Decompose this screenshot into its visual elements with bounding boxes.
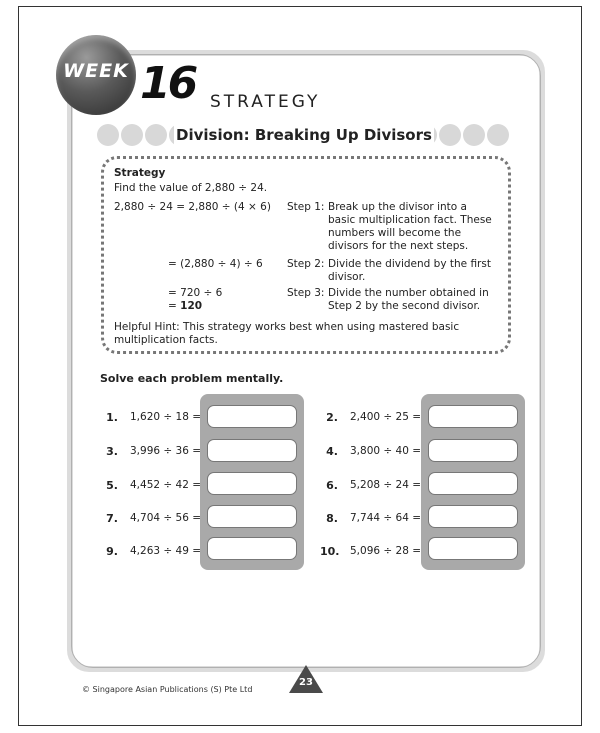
answer-box[interactable] bbox=[428, 439, 518, 462]
step-1-line: basic multiplication fact. These bbox=[328, 214, 492, 226]
page-number: 23 bbox=[299, 677, 313, 688]
step-1-line: Break up the divisor into a bbox=[328, 201, 467, 213]
problem-expression: 7,744 ÷ 64 = bbox=[350, 512, 422, 524]
equation-line-4 bbox=[168, 300, 202, 313]
step-2-line: divisor. bbox=[328, 271, 366, 283]
step-3-label: Step 3: bbox=[287, 287, 325, 299]
problem-number: 6. bbox=[326, 479, 338, 492]
answer-box[interactable] bbox=[207, 472, 297, 495]
equation-answer: 120 bbox=[180, 300, 203, 312]
strategy-heading: Strategy bbox=[114, 167, 166, 179]
copyright: © Singapore Asian Publications (S) Pte Ltd bbox=[82, 685, 253, 694]
answer-box[interactable] bbox=[207, 505, 297, 528]
problem-expression: 3,800 ÷ 40 = bbox=[350, 445, 422, 457]
week-number: 16 bbox=[140, 58, 196, 109]
instruction: Solve each problem mentally. bbox=[100, 372, 284, 385]
step-2-label: Step 2: bbox=[287, 258, 325, 270]
problem-number: 1. bbox=[106, 411, 118, 424]
problem-expression: 1,620 ÷ 18 = bbox=[130, 411, 202, 423]
helpful-hint: multiplication facts. bbox=[114, 334, 218, 346]
problem-number: 2. bbox=[326, 411, 338, 424]
problem-number: 5. bbox=[106, 479, 118, 492]
step-3-line: Divide the number obtained in bbox=[328, 287, 489, 299]
answer-box[interactable] bbox=[207, 405, 297, 428]
problem-number: 9. bbox=[106, 545, 118, 558]
problem-expression: 4,263 ÷ 49 = bbox=[130, 545, 202, 557]
page-title: Division: Breaking Up Divisors bbox=[174, 122, 434, 148]
equation-line-3: = 720 ÷ 6 bbox=[168, 287, 223, 299]
problem-expression: 5,208 ÷ 24 = bbox=[350, 479, 422, 491]
answer-box[interactable] bbox=[428, 505, 518, 528]
step-1-line: divisors for the next steps. bbox=[328, 240, 469, 252]
step-2-line: Divide the dividend by the first bbox=[328, 258, 491, 270]
answer-box[interactable] bbox=[428, 405, 518, 428]
answer-box[interactable] bbox=[428, 472, 518, 495]
equation-prefix: = bbox=[168, 300, 181, 312]
step-1-label: Step 1: bbox=[287, 201, 325, 213]
week-label: WEEK bbox=[63, 60, 129, 82]
problem-number: 4. bbox=[326, 445, 338, 458]
helpful-hint: Helpful Hint: This strategy works best when using mastered basic bbox=[114, 321, 460, 333]
answer-box[interactable] bbox=[207, 537, 297, 560]
step-1-line: numbers will become the bbox=[328, 227, 462, 239]
problem-number: 8. bbox=[326, 512, 338, 525]
strategy-prompt: Find the value of 2,880 ÷ 24. bbox=[114, 182, 268, 194]
section-heading: STRATEGY bbox=[210, 92, 321, 112]
problem-expression: 5,096 ÷ 28 = bbox=[350, 545, 422, 557]
problem-expression: 4,704 ÷ 56 = bbox=[130, 512, 202, 524]
equation-line-2: = (2,880 ÷ 4) ÷ 6 bbox=[168, 258, 263, 270]
problem-expression: 2,400 ÷ 25 = bbox=[350, 411, 422, 423]
problem-expression: 3,996 ÷ 36 = bbox=[130, 445, 202, 457]
problem-number: 3. bbox=[106, 445, 118, 458]
answer-box[interactable] bbox=[207, 439, 297, 462]
problem-number: 10. bbox=[320, 545, 340, 558]
problem-number: 7. bbox=[106, 512, 118, 525]
equation-line-1: 2,880 ÷ 24 = 2,880 ÷ (4 × 6) bbox=[114, 201, 271, 213]
problem-expression: 4,452 ÷ 42 = bbox=[130, 479, 202, 491]
step-3-line: Step 2 by the second divisor. bbox=[328, 300, 481, 312]
answer-box[interactable] bbox=[428, 537, 518, 560]
